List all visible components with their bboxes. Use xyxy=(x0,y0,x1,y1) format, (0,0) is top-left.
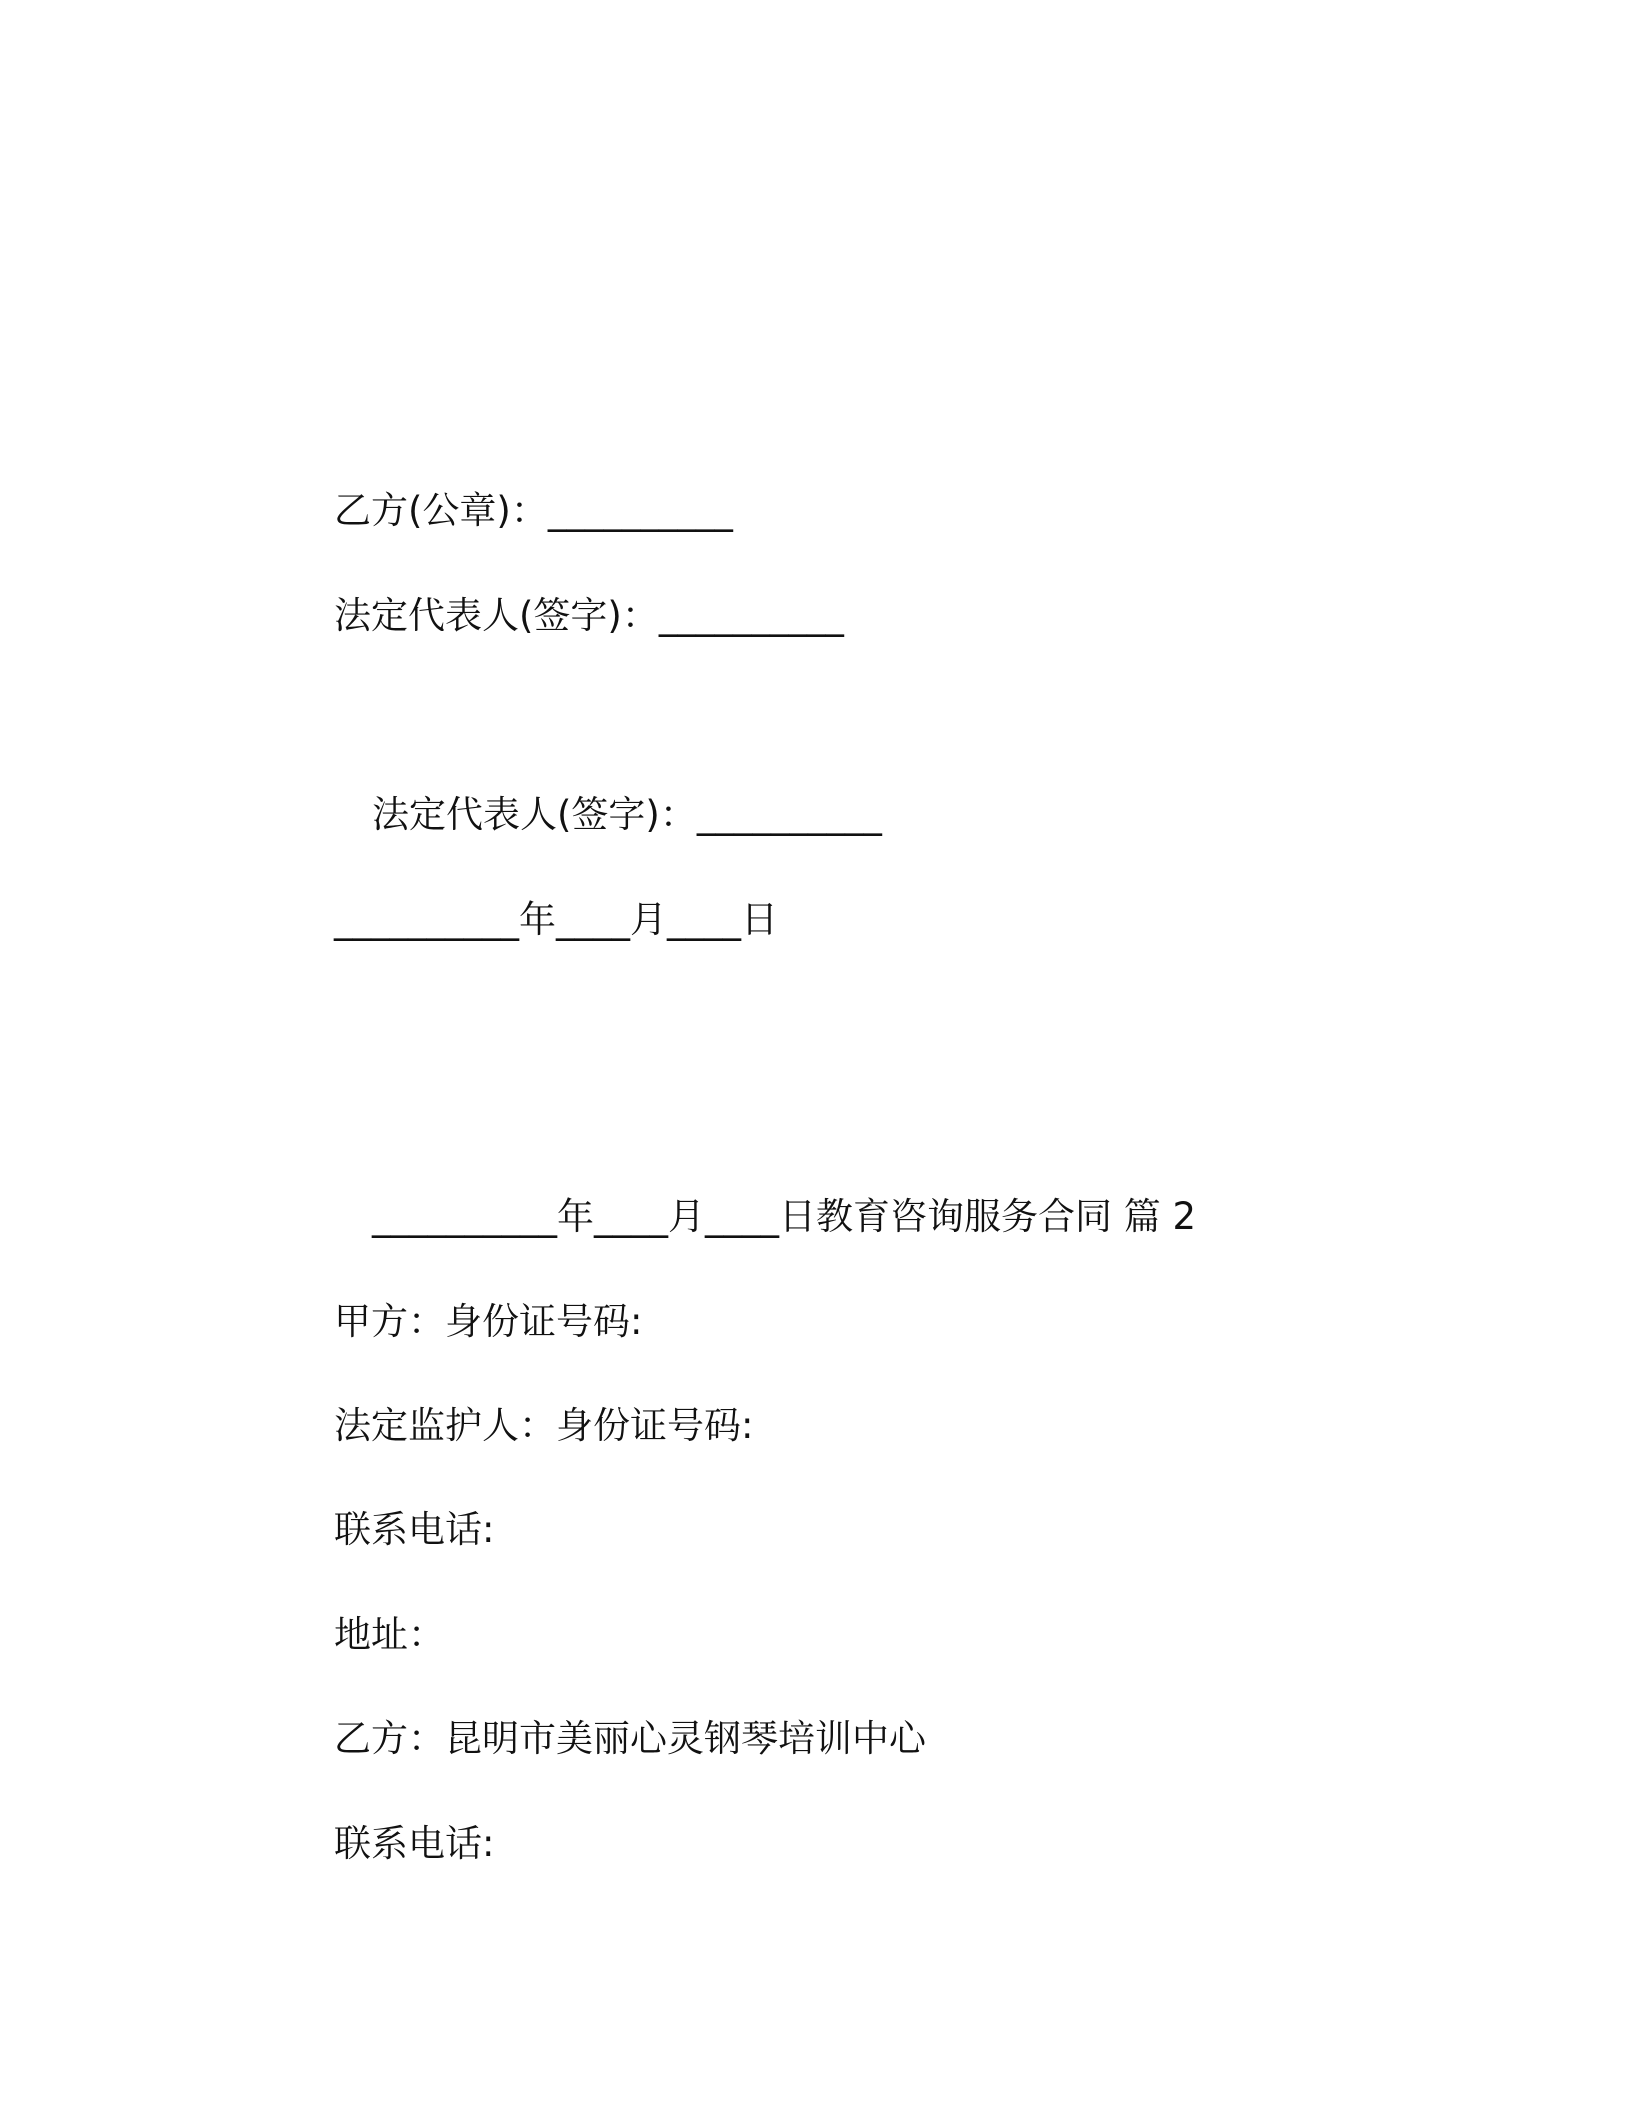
party-a-phone-line: 联系电话: xyxy=(334,1508,495,1551)
party-b-phone-line: 联系电话: xyxy=(334,1822,495,1865)
party-a-address-line: 地址： xyxy=(334,1613,445,1656)
party-b-seal-line: 乙方(公章)：__________ xyxy=(334,489,733,532)
legal-representative-signature-line: 法定代表人(签字)：__________ xyxy=(334,594,844,637)
date-line: __________年____月____日 xyxy=(334,898,778,941)
legal-representative-signature-line-2: 法定代表人(签字)：__________ xyxy=(372,793,882,836)
contract-title-line: __________年____月____日教育咨询服务合同 篇 2 xyxy=(372,1195,1197,1238)
party-a-id-line: 甲方：身份证号码: xyxy=(334,1300,643,1343)
party-b-name-line: 乙方：昆明市美丽心灵钢琴培训中心 xyxy=(334,1717,926,1760)
guardian-id-line: 法定监护人：身份证号码: xyxy=(334,1404,754,1447)
